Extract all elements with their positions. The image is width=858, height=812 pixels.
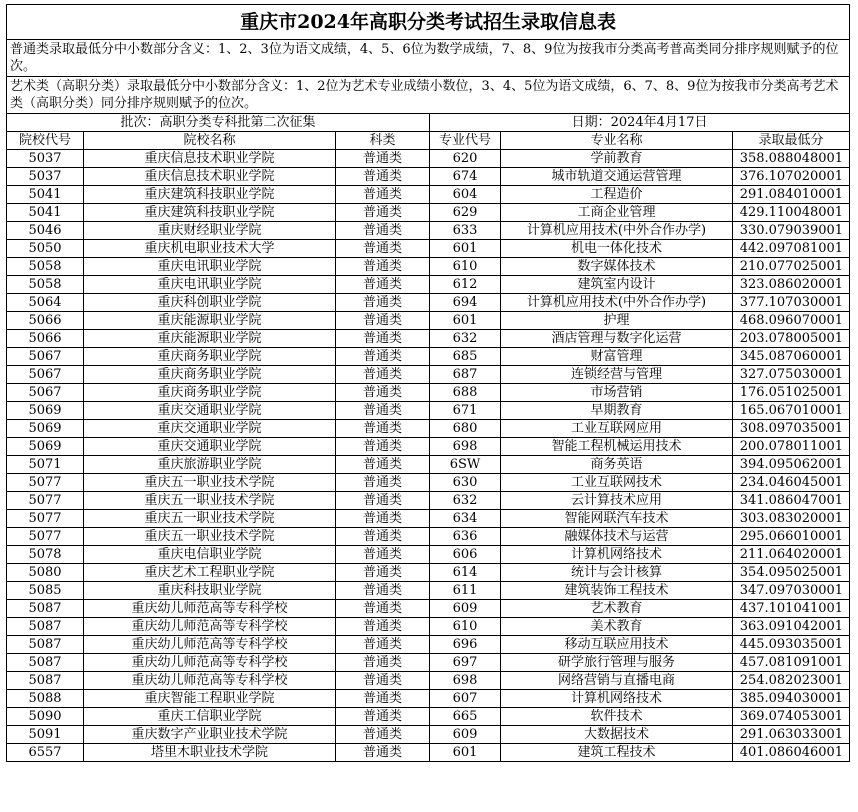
table-row (7, 726, 850, 744)
major-name-cell: 财富管理 (501, 348, 733, 366)
major-name-cell: 市场营销 (501, 384, 733, 402)
category-cell: 普通类 (336, 618, 430, 636)
major-code-cell: 685 (430, 348, 501, 366)
header-school-name: 院校名称 (84, 132, 336, 150)
category-cell: 普通类 (336, 348, 430, 366)
major-name-cell: 商务英语 (501, 456, 733, 474)
min-score-cell: 295.066010001 (733, 528, 850, 546)
major-name-cell: 网络营销与直播电商 (501, 672, 733, 690)
major-name-cell: 计算机应用技术(中外合作办学) (501, 222, 733, 240)
school-name-cell: 重庆能源职业学院 (84, 330, 336, 348)
category-cell: 普通类 (336, 438, 430, 456)
min-score-cell: 437.101041001 (733, 600, 850, 618)
min-score-cell: 254.082023001 (733, 672, 850, 690)
school-name-cell: 重庆五一职业技术学院 (84, 474, 336, 492)
school-name-cell: 重庆幼儿师范高等专科学校 (84, 654, 336, 672)
major-code-cell: 610 (430, 618, 501, 636)
table-row (7, 600, 850, 618)
category-cell: 普通类 (336, 510, 430, 528)
header-category: 科类 (336, 132, 430, 150)
school-name-cell: 重庆电讯职业学院 (84, 258, 336, 276)
school-name-cell: 重庆五一职业技术学院 (84, 528, 336, 546)
min-score-cell: 445.093035001 (733, 636, 850, 654)
school-code-cell: 5037 (7, 150, 84, 168)
category-cell: 普通类 (336, 294, 430, 312)
category-cell: 普通类 (336, 564, 430, 582)
major-code-cell: 697 (430, 654, 501, 672)
school-code-cell: 5077 (7, 528, 84, 546)
major-code-cell: 698 (430, 672, 501, 690)
major-name-cell: 酒店管理与数字化运营 (501, 330, 733, 348)
min-score-cell: 291.063033001 (733, 726, 850, 744)
table-row (7, 546, 850, 564)
table-row (7, 744, 850, 762)
major-name-cell: 连锁经营与管理 (501, 366, 733, 384)
major-code-cell: 636 (430, 528, 501, 546)
school-code-cell: 5046 (7, 222, 84, 240)
title-row (7, 5, 850, 40)
date-label: 日期：2024年4月17日 (430, 114, 850, 132)
category-cell: 普通类 (336, 258, 430, 276)
school-name-cell: 重庆工信职业学院 (84, 708, 336, 726)
category-cell: 普通类 (336, 726, 430, 744)
school-code-cell: 5037 (7, 168, 84, 186)
category-cell: 普通类 (336, 672, 430, 690)
category-cell: 普通类 (336, 150, 430, 168)
category-cell: 普通类 (336, 222, 430, 240)
major-code-cell: 609 (430, 726, 501, 744)
major-name-cell: 工业互联网技术 (501, 474, 733, 492)
major-code-cell: 630 (430, 474, 501, 492)
school-code-cell: 5077 (7, 474, 84, 492)
category-cell: 普通类 (336, 744, 430, 762)
table-row (7, 276, 850, 294)
major-code-cell: 614 (430, 564, 501, 582)
school-name-cell: 重庆幼儿师范高等专科学校 (84, 636, 336, 654)
table-row (7, 690, 850, 708)
min-score-cell: 303.083020001 (733, 510, 850, 528)
category-cell: 普通类 (336, 366, 430, 384)
min-score-cell: 429.110048001 (733, 204, 850, 222)
school-name-cell: 重庆幼儿师范高等专科学校 (84, 672, 336, 690)
table-row (7, 204, 850, 222)
table-row (7, 240, 850, 258)
school-code-cell: 5067 (7, 366, 84, 384)
major-name-cell: 美术教育 (501, 618, 733, 636)
table-row (7, 510, 850, 528)
major-name-cell: 建筑装饰工程技术 (501, 582, 733, 600)
table-row (7, 150, 850, 168)
major-name-cell: 智能网联汽车技术 (501, 510, 733, 528)
min-score-cell: 165.067010001 (733, 402, 850, 420)
school-name-cell: 重庆商务职业学院 (84, 348, 336, 366)
table-row (7, 672, 850, 690)
school-code-cell: 5087 (7, 672, 84, 690)
school-code-cell: 5058 (7, 276, 84, 294)
min-score-cell: 291.084010001 (733, 186, 850, 204)
table-row (7, 366, 850, 384)
table-row (7, 348, 850, 366)
school-name-cell: 重庆能源职业学院 (84, 312, 336, 330)
school-code-cell: 5087 (7, 636, 84, 654)
school-name-cell: 重庆信息技术职业学院 (84, 150, 336, 168)
min-score-cell: 468.096070001 (733, 312, 850, 330)
school-name-cell: 重庆机电职业技术大学 (84, 240, 336, 258)
category-cell: 普通类 (336, 204, 430, 222)
school-code-cell: 5087 (7, 600, 84, 618)
header-major-name: 专业名称 (501, 132, 733, 150)
min-score-cell: 377.107030001 (733, 294, 850, 312)
admission-table (6, 4, 850, 762)
school-code-cell: 5064 (7, 294, 84, 312)
min-score-cell: 394.095062001 (733, 456, 850, 474)
major-name-cell: 云计算技术应用 (501, 492, 733, 510)
category-cell: 普通类 (336, 582, 430, 600)
school-name-cell: 重庆财经职业学院 (84, 222, 336, 240)
category-cell: 普通类 (336, 492, 430, 510)
min-score-cell: 354.095025001 (733, 564, 850, 582)
major-code-cell: 688 (430, 384, 501, 402)
table-row (7, 222, 850, 240)
category-cell: 普通类 (336, 420, 430, 438)
batch-label: 批次：高职分类专科批第二次征集 (7, 114, 430, 132)
min-score-cell: 401.086046001 (733, 744, 850, 762)
min-score-cell: 369.074053001 (733, 708, 850, 726)
category-cell: 普通类 (336, 186, 430, 204)
school-code-cell: 6557 (7, 744, 84, 762)
major-name-cell: 护理 (501, 312, 733, 330)
school-name-cell: 塔里木职业技术学院 (84, 744, 336, 762)
school-code-cell: 5041 (7, 186, 84, 204)
table-row (7, 294, 850, 312)
major-code-cell: 632 (430, 492, 501, 510)
school-name-cell: 重庆科创职业学院 (84, 294, 336, 312)
school-code-cell: 5067 (7, 348, 84, 366)
header-school-code: 院校代号 (7, 132, 84, 150)
major-name-cell: 城市轨道交通运营管理 (501, 168, 733, 186)
min-score-cell: 323.086020001 (733, 276, 850, 294)
table-row (7, 438, 850, 456)
major-code-cell: 671 (430, 402, 501, 420)
table-row (7, 312, 850, 330)
min-score-cell: 376.107020001 (733, 168, 850, 186)
school-code-cell: 5091 (7, 726, 84, 744)
major-name-cell: 艺术教育 (501, 600, 733, 618)
major-name-cell: 工商企业管理 (501, 204, 733, 222)
major-code-cell: 601 (430, 744, 501, 762)
school-code-cell: 5080 (7, 564, 84, 582)
major-code-cell: 620 (430, 150, 501, 168)
min-score-cell: 347.097030001 (733, 582, 850, 600)
major-name-cell: 工业互联网应用 (501, 420, 733, 438)
school-code-cell: 5050 (7, 240, 84, 258)
school-name-cell: 重庆数字产业职业技术学院 (84, 726, 336, 744)
table-row (7, 492, 850, 510)
major-code-cell: 612 (430, 276, 501, 294)
note-art: 艺术类（高职分类）录取最低分中小数部分含义：1、2位为艺术专业成绩小数位，3、4、5位为语文成绩，6、7、8、9位为按我市分类高考艺术类（高职分类）同分排序规则赋予的位次。 (7, 77, 850, 114)
category-cell: 普通类 (336, 456, 430, 474)
school-name-cell: 重庆幼儿师范高等专科学校 (84, 600, 336, 618)
category-cell: 普通类 (336, 528, 430, 546)
major-code-cell: 674 (430, 168, 501, 186)
admission-sheet (6, 4, 849, 762)
school-code-cell: 5066 (7, 330, 84, 348)
table-row (7, 708, 850, 726)
school-code-cell: 5078 (7, 546, 84, 564)
min-score-cell: 234.046045001 (733, 474, 850, 492)
school-name-cell: 重庆艺术工程职业学院 (84, 564, 336, 582)
table-row (7, 654, 850, 672)
school-code-cell: 5077 (7, 510, 84, 528)
school-name-cell: 重庆幼儿师范高等专科学校 (84, 618, 336, 636)
table-row (7, 528, 850, 546)
category-cell: 普通类 (336, 168, 430, 186)
header-min-score: 录取最低分 (733, 132, 850, 150)
min-score-cell: 363.091042001 (733, 618, 850, 636)
school-name-cell: 重庆智能工程职业学院 (84, 690, 336, 708)
min-score-cell: 330.079039001 (733, 222, 850, 240)
min-score-cell: 442.097081001 (733, 240, 850, 258)
major-name-cell: 机电一体化技术 (501, 240, 733, 258)
major-name-cell: 大数据技术 (501, 726, 733, 744)
major-code-cell: 629 (430, 204, 501, 222)
major-name-cell: 研学旅行管理与服务 (501, 654, 733, 672)
table-row (7, 384, 850, 402)
header-major-code: 专业代号 (430, 132, 501, 150)
note-general: 普通类录取最低分中小数部分含义：1、2、3位为语文成绩，4、5、6位为数学成绩，7、8、9位为按我市分类高考普高类同分排序规则赋予的位次。 (7, 40, 850, 77)
table-row (7, 420, 850, 438)
major-name-cell: 计算机应用技术(中外合作办学) (501, 294, 733, 312)
school-name-cell: 重庆交通职业学院 (84, 438, 336, 456)
category-cell: 普通类 (336, 402, 430, 420)
school-code-cell: 5090 (7, 708, 84, 726)
min-score-cell: 200.078011001 (733, 438, 850, 456)
school-name-cell: 重庆商务职业学院 (84, 366, 336, 384)
category-cell: 普通类 (336, 654, 430, 672)
major-code-cell: 696 (430, 636, 501, 654)
school-name-cell: 重庆电信职业学院 (84, 546, 336, 564)
school-name-cell: 重庆五一职业技术学院 (84, 492, 336, 510)
school-code-cell: 5067 (7, 384, 84, 402)
table-row (7, 402, 850, 420)
major-name-cell: 早期教育 (501, 402, 733, 420)
school-code-cell: 5071 (7, 456, 84, 474)
school-code-cell: 5058 (7, 258, 84, 276)
min-score-cell: 308.097035001 (733, 420, 850, 438)
school-code-cell: 5069 (7, 402, 84, 420)
header-row (7, 132, 850, 150)
major-code-cell: 680 (430, 420, 501, 438)
category-cell: 普通类 (336, 474, 430, 492)
table-row (7, 582, 850, 600)
school-name-cell: 重庆商务职业学院 (84, 384, 336, 402)
major-name-cell: 移动互联应用技术 (501, 636, 733, 654)
school-name-cell: 重庆建筑科技职业学院 (84, 204, 336, 222)
major-code-cell: 610 (430, 258, 501, 276)
school-code-cell: 5077 (7, 492, 84, 510)
min-score-cell: 341.086047001 (733, 492, 850, 510)
major-code-cell: 601 (430, 312, 501, 330)
major-code-cell: 606 (430, 546, 501, 564)
major-name-cell: 融媒体技术与运营 (501, 528, 733, 546)
table-row (7, 474, 850, 492)
major-code-cell: 698 (430, 438, 501, 456)
major-name-cell: 计算机网络技术 (501, 690, 733, 708)
category-cell: 普通类 (336, 708, 430, 726)
major-code-cell: 601 (430, 240, 501, 258)
admission-table-body (7, 5, 850, 762)
min-score-cell: 457.081091001 (733, 654, 850, 672)
category-cell: 普通类 (336, 690, 430, 708)
major-code-cell: 687 (430, 366, 501, 384)
major-name-cell: 学前教育 (501, 150, 733, 168)
major-code-cell: 665 (430, 708, 501, 726)
min-score-cell: 345.087060001 (733, 348, 850, 366)
min-score-cell: 176.051025001 (733, 384, 850, 402)
school-code-cell: 5041 (7, 204, 84, 222)
school-code-cell: 5069 (7, 420, 84, 438)
major-code-cell: 604 (430, 186, 501, 204)
major-name-cell: 统计与会计核算 (501, 564, 733, 582)
category-cell: 普通类 (336, 276, 430, 294)
table-row (7, 168, 850, 186)
min-score-cell: 327.075030001 (733, 366, 850, 384)
major-name-cell: 建筑工程技术 (501, 744, 733, 762)
note-row (7, 40, 850, 77)
major-name-cell: 工程造价 (501, 186, 733, 204)
table-row (7, 636, 850, 654)
major-name-cell: 数字媒体技术 (501, 258, 733, 276)
major-code-cell: 634 (430, 510, 501, 528)
category-cell: 普通类 (336, 330, 430, 348)
school-code-cell: 5085 (7, 582, 84, 600)
major-code-cell: 694 (430, 294, 501, 312)
min-score-cell: 385.094030001 (733, 690, 850, 708)
major-name-cell: 计算机网络技术 (501, 546, 733, 564)
category-cell: 普通类 (336, 600, 430, 618)
school-name-cell: 重庆信息技术职业学院 (84, 168, 336, 186)
major-code-cell: 609 (430, 600, 501, 618)
major-name-cell: 建筑室内设计 (501, 276, 733, 294)
category-cell: 普通类 (336, 240, 430, 258)
table-row (7, 456, 850, 474)
category-cell: 普通类 (336, 546, 430, 564)
min-score-cell: 211.064020001 (733, 546, 850, 564)
school-name-cell: 重庆建筑科技职业学院 (84, 186, 336, 204)
table-row (7, 186, 850, 204)
school-name-cell: 重庆旅游职业学院 (84, 456, 336, 474)
batch-row (7, 114, 850, 132)
table-row (7, 564, 850, 582)
min-score-cell: 358.088048001 (733, 150, 850, 168)
note-row (7, 77, 850, 114)
school-name-cell: 重庆五一职业技术学院 (84, 510, 336, 528)
table-row (7, 258, 850, 276)
school-name-cell: 重庆交通职业学院 (84, 420, 336, 438)
table-row (7, 330, 850, 348)
major-name-cell: 智能工程机械运用技术 (501, 438, 733, 456)
category-cell: 普通类 (336, 384, 430, 402)
school-code-cell: 5069 (7, 438, 84, 456)
min-score-cell: 203.078005001 (733, 330, 850, 348)
major-name-cell: 软件技术 (501, 708, 733, 726)
min-score-cell: 210.077025001 (733, 258, 850, 276)
school-name-cell: 重庆电讯职业学院 (84, 276, 336, 294)
page-title: 重庆市2024年高职分类考试招生录取信息表 (7, 5, 850, 40)
major-code-cell: 607 (430, 690, 501, 708)
major-code-cell: 6SW (430, 456, 501, 474)
school-name-cell: 重庆交通职业学院 (84, 402, 336, 420)
table-row (7, 618, 850, 636)
school-code-cell: 5066 (7, 312, 84, 330)
major-code-cell: 633 (430, 222, 501, 240)
school-code-cell: 5087 (7, 654, 84, 672)
major-code-cell: 611 (430, 582, 501, 600)
major-code-cell: 632 (430, 330, 501, 348)
category-cell: 普通类 (336, 636, 430, 654)
school-code-cell: 5088 (7, 690, 84, 708)
school-code-cell: 5087 (7, 618, 84, 636)
category-cell: 普通类 (336, 312, 430, 330)
school-name-cell: 重庆科技职业学院 (84, 582, 336, 600)
